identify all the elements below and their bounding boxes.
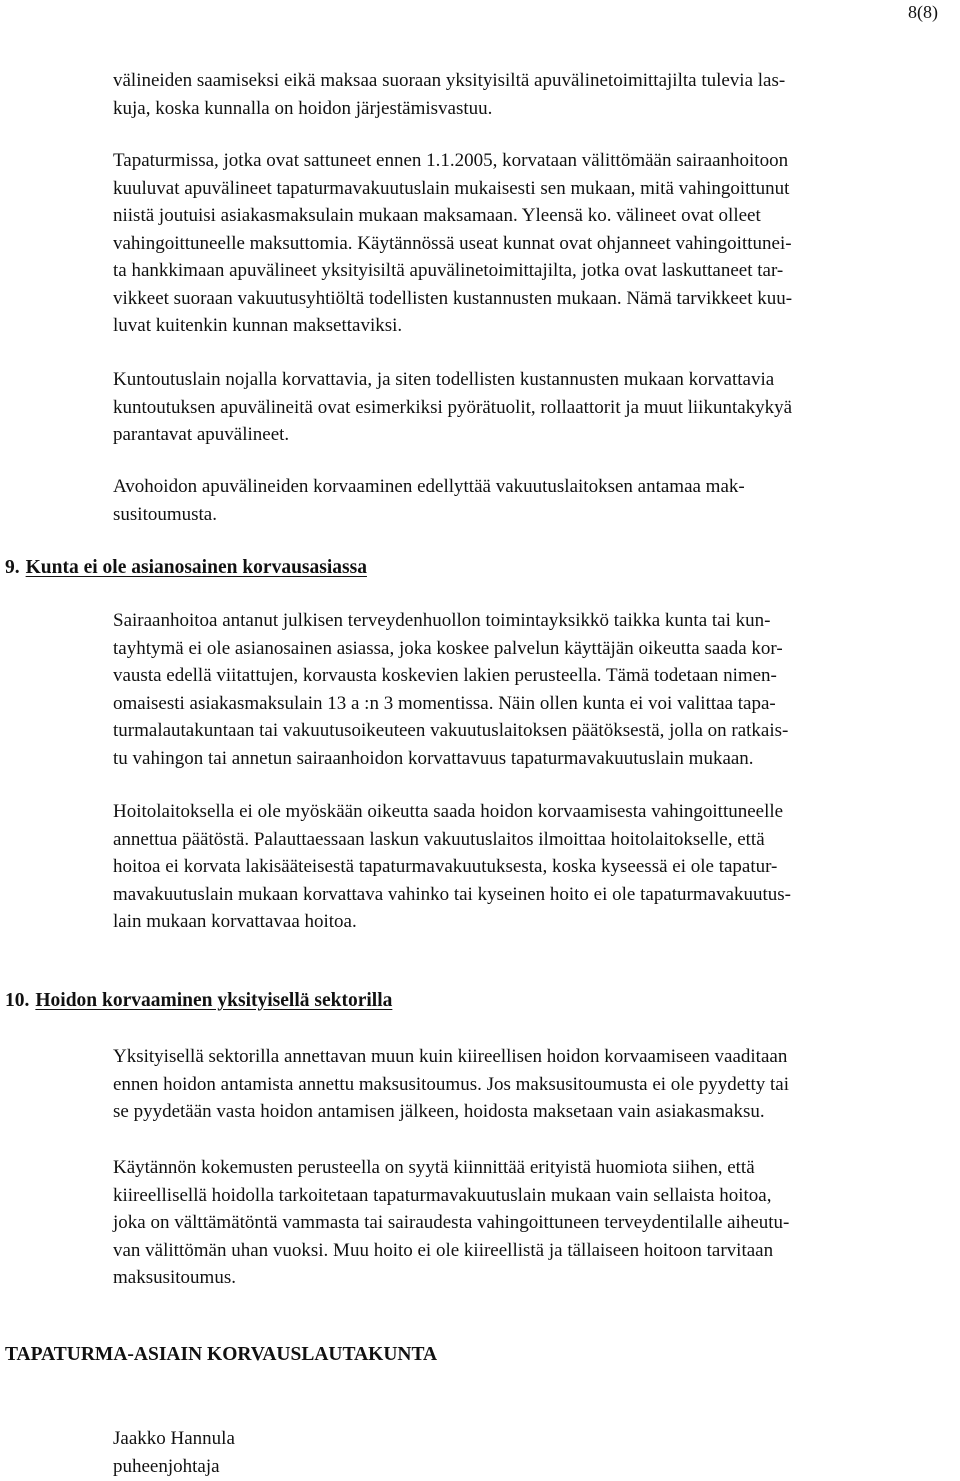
text-line: Yksityisellä sektorilla annettavan muun kuin kiireellisen hoidon korvaamiseen vaaditaan <box>113 1046 788 1067</box>
text-line: turmalautakuntaan tai vakuutusoikeuteen vakuutuslaitoksen päätöksestä, jolla on ratkais- <box>113 720 789 741</box>
text-line: parantavat apuvälineet. <box>113 424 290 445</box>
signature-block <box>113 1425 235 1481</box>
text-line: joka on välttämätöntä vammasta tai sairaudesta vahingoittuneen terveydentilalle aiheutu- <box>113 1212 790 1233</box>
text-line: Tapaturmissa, jotka ovat sattuneet ennen 1.1.2005, korvataan välittömään sairaanhoitoon <box>113 150 789 171</box>
text-line: ta hankkimaan apuvälineet yksityisiltä apuvälinetoimittajilta, jotka ovat laskuttaneet tar- <box>113 260 784 281</box>
paragraph <box>113 67 943 122</box>
text-line: luvat kuitenkin kunnan maksettaviksi. <box>113 315 403 336</box>
paragraph <box>113 798 943 936</box>
text-line: se pyydetään vasta hoidon antamisen jälkeen, hoidosta maksetaan vain asiakasmaksu. <box>113 1101 765 1122</box>
text-line: hoitoa ei korvata lakisääteisestä tapaturmavakuutuksesta, koska kyseessä ei ole tapatur- <box>113 856 778 877</box>
section-heading-10 <box>5 990 392 1012</box>
text-line: Avohoidon apuvälineiden korvaaminen edellyttää vakuutuslaitoksen antamaa mak- <box>113 476 745 497</box>
text-line: tu vahingon tai annetun sairaanhoidon korvattavuus tapaturmavakuutuslain mukaan. <box>113 747 754 769</box>
text-line: vahingoittuneelle maksuttomia. Käytännössä useat kunnat ovat ohjanneet vahingoittunei- <box>113 232 792 254</box>
paragraph <box>113 473 943 528</box>
page-number: 8(8) <box>908 2 938 22</box>
section-number: 9. <box>5 557 20 578</box>
text-line: annettua päätöstä. Palauttaessaan laskun vakuutuslaitos ilmoittaa hoitolaitokselle, että <box>113 828 765 850</box>
section-title: Kunta ei ole asianosainen korvausasiassa <box>25 557 367 578</box>
signatory-role: puheenjohtaja <box>113 1456 220 1477</box>
text-line: omaisesti asiakasmaksulain 13 a :n 3 momentissa. Näin ollen kunta ei voi valittaa tapa- <box>113 692 776 714</box>
text-line: kuuluvat apuvälineet tapaturmavakuutuslain mukaisesti sen mukaan, mitä vahingoittunut <box>113 177 790 199</box>
text-line: vikkeet suoraan vakuutusyhtiöltä todellisten kustannusten mukaan. Nämä tarvikkeet kuu- <box>113 287 793 309</box>
text-line: mavakuutuslain mukaan korvattava vahinko tai kyseinen hoito ei ole tapaturmavakuutus- <box>113 883 792 905</box>
text-line: välineiden saamiseksi eikä maksaa suoraan yksityisiltä apuvälinetoimittajilta tulevia las- <box>113 70 786 91</box>
paragraph <box>113 366 943 449</box>
text-line: ennen hoidon antamista annettu maksusitoumus. Jos maksusitoumusta ei ole pyydetty tai <box>113 1073 789 1095</box>
text-line: susitoumusta. <box>113 503 217 525</box>
text-line: Käytännön kokemusten perusteella on syytä kiinnittää erityistä huomiota siihen, että <box>113 1157 755 1178</box>
text-line: van välittömän uhan vuoksi. Muu hoito ei ole kiireellistä ja tällaiseen hoitoon tarvitaan <box>113 1239 774 1261</box>
text-line: kuntoutuksen apuvälineitä ovat esimerkiksi pyörätuolit, rollaattorit ja muut liikuntakykyä <box>113 396 793 418</box>
text-line: tayhtymä ei ole asianosainen asiassa, joka koskee palvelun käyttäjän oikeutta saada kor- <box>113 637 783 659</box>
text-line: Kuntoutuslain nojalla korvattavia, ja siten todellisten kustannusten mukaan korvattavia <box>113 369 775 390</box>
paragraph <box>113 1043 943 1126</box>
paragraph <box>113 1154 943 1292</box>
paragraph <box>113 147 943 340</box>
text-line: Hoitolaitoksella ei ole myöskään oikeutta saada hoidon korvaamisesta vahingoittuneelle <box>113 801 784 822</box>
section-number: 10. <box>5 990 30 1011</box>
text-line: Sairaanhoitoa antanut julkisen terveydenhuollon toimintayksikkö taikka kunta tai kun- <box>113 610 771 631</box>
section-heading-9 <box>5 557 367 579</box>
text-line: maksusitoumus. <box>113 1267 236 1288</box>
text-line: kiireellisellä hoidolla tarkoitetaan tapaturmavakuutuslain mukaan vain sellaista hoitoa, <box>113 1184 772 1206</box>
paragraph <box>113 607 943 772</box>
text-line: kuja, koska kunnalla on hoidon järjestämisvastuu. <box>113 97 493 119</box>
board-name: TAPATURMA-ASIAIN KORVAUSLAUTAKUNTA <box>5 1344 438 1365</box>
signatory-name: Jaakko Hannula <box>113 1428 235 1449</box>
text-line: vausta edellä viitattujen, korvausta koskevien lakien perusteella. Tämä todetaan nimen- <box>113 665 777 686</box>
text-line: lain mukaan korvattavaa hoitoa. <box>113 911 357 932</box>
section-title: Hoidon korvaaminen yksityisellä sektorilla <box>35 990 393 1011</box>
text-line: niistä joutuisi asiakasmaksulain mukaan maksamaan. Yleensä ko. välineet ovat olleet <box>113 205 761 226</box>
